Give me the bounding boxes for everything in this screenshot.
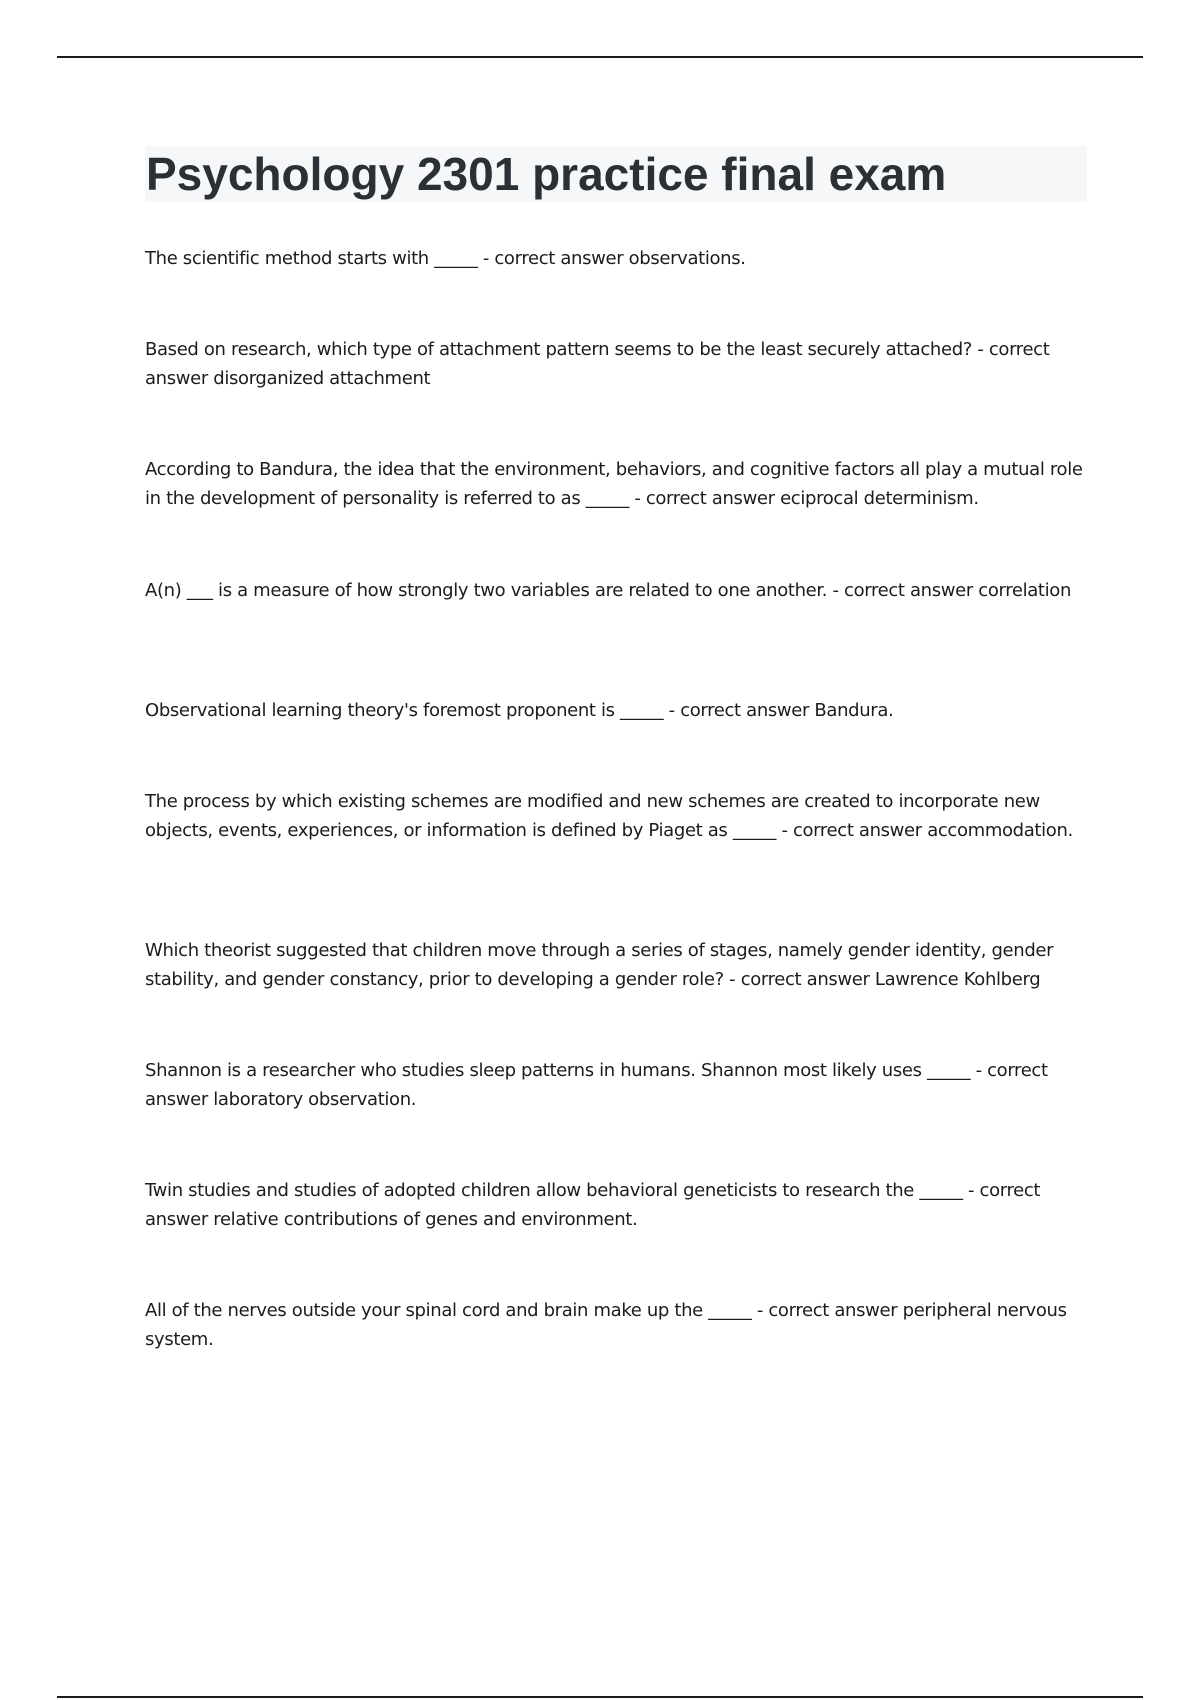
question-item: All of the nerves outside your spinal cord and brain make up the _____ - correct answer peripheral nervous system. [145, 1300, 1067, 1350]
document-title: Psychology 2301 practice final exam [146, 148, 947, 200]
question-item: Observational learning theory's foremost proponent is _____ - correct answer Bandura. [145, 700, 894, 721]
question-item: The scientific method starts with _____ - correct answer observations. [145, 248, 746, 269]
question-item: A(n) ___ is a measure of how strongly two variables are related to one another. - correct answer correlation [145, 580, 1072, 601]
question-item: The process by which existing schemes are modified and new schemes are created to incorporate new objects, events, experiences, or information is defined by Piaget as _____ - correct answer accommodation. [145, 791, 1073, 841]
question-item: Which theorist suggested that children move through a series of stages, namely gender identity, gender stability, and gender constancy, prior to developing a gender role? - correct answer Lawrence Kohlberg [145, 940, 1054, 990]
top-divider [57, 56, 1143, 58]
question-item: According to Bandura, the idea that the environment, behaviors, and cognitive factors all play a mutual role in the development of personality is referred to as _____ - correct answer eciprocal determinism. [145, 459, 1083, 509]
bottom-divider [57, 1696, 1143, 1698]
question-item: Shannon is a researcher who studies sleep patterns in humans. Shannon most likely uses _____ - correct answer laboratory observation. [145, 1060, 1048, 1110]
question-item: Based on research, which type of attachment pattern seems to be the least securely attached? - correct answer disorganized attachment [145, 339, 1050, 389]
question-item: Twin studies and studies of adopted children allow behavioral geneticists to research the _____ - correct answer relative contributions of genes and environment. [145, 1180, 1041, 1230]
